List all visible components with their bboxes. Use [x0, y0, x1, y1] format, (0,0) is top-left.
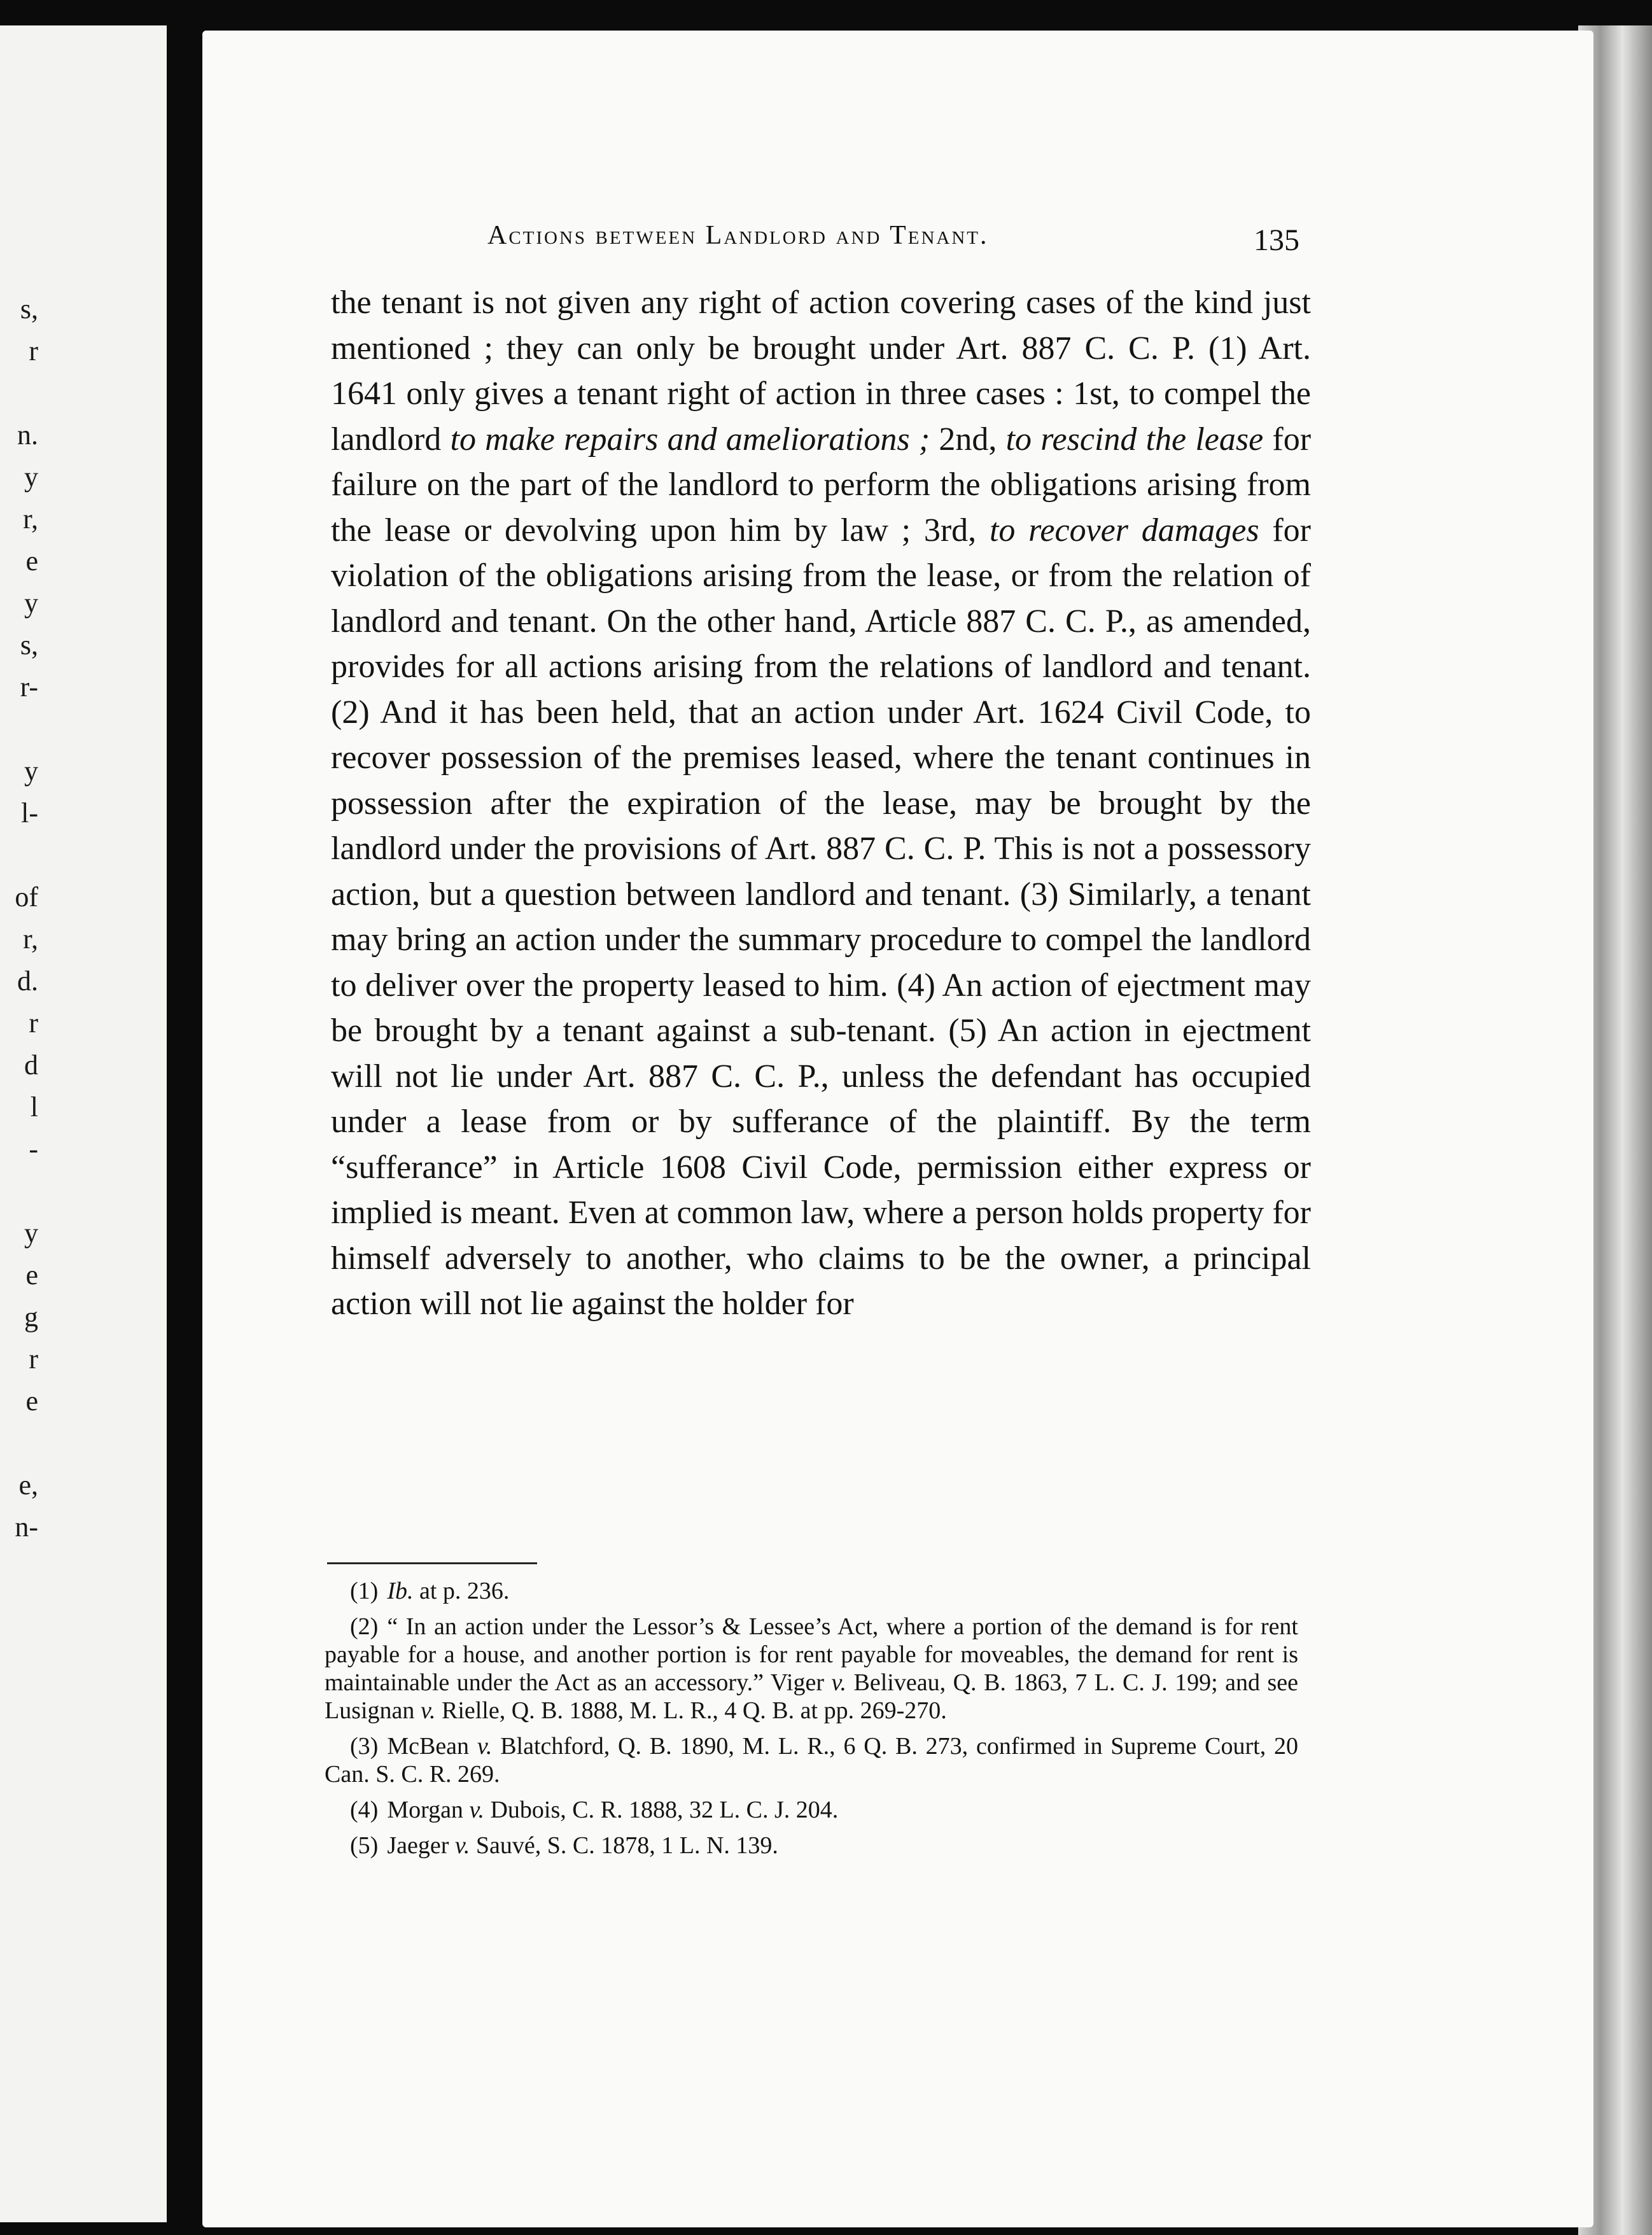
footnote-text-run: v.	[477, 1733, 493, 1760]
facing-page-fragment: n.	[17, 419, 38, 451]
facing-page-fragment: r,	[23, 923, 38, 955]
facing-page-fragment: -	[29, 1133, 38, 1165]
facing-page-fragment: r	[29, 335, 38, 367]
facing-page-fragment: n-	[15, 1511, 38, 1543]
footnote-text-run: Dubois, C. R. 1888, 32 L. C. J. 204.	[484, 1797, 839, 1823]
footnote	[325, 1796, 1298, 1824]
footnote-text-run: v.	[420, 1697, 436, 1724]
footnote	[325, 1577, 1298, 1605]
facing-page-fragment: e	[25, 545, 38, 577]
facing-page-fragment: d	[24, 1049, 38, 1081]
body-italic-run: to recover damages	[989, 512, 1259, 549]
facing-page-fragment: l	[30, 1091, 38, 1123]
facing-page-fragment: r-	[20, 671, 38, 703]
facing-page-fragment: y	[24, 1217, 38, 1249]
body-paragraph	[331, 280, 1311, 1327]
footnote-mark: (5)	[350, 1832, 379, 1859]
footnote-text-run: v.	[831, 1669, 847, 1696]
facing-page-fragment: l-	[21, 797, 38, 829]
footnote-text-run: at p. 236.	[413, 1578, 510, 1604]
footnote	[325, 1832, 1298, 1860]
body-text-run: 2nd,	[930, 421, 1006, 458]
footnote-mark: (1)	[350, 1578, 379, 1604]
facing-page-fragment: y	[24, 461, 38, 493]
body-text	[331, 280, 1311, 1327]
body-text-run: for violation of the obligations arising from the lease, or from the relation of landlord and tenant. On the other hand, Article 887 C. C. P., as amended, provides for all actions arising from the relations of landlord and tenant. (2) And it has been held, that an action under Art. 1624 Civil Code, to recover possession of the premises leased, where the tenant continues in possession after the expiration of the lease, may be brought by the landlord under the provisions of Art. 887 C. C. P. This is not a possessory action, but a question between landlord and tenant. (3) Similarly, a tenant may bring an action under the summary procedure to compel the landlord to deliver over the property leased to him. (4) An action of ejectment may be brought by a tenant against a sub-tenant. (5) An action in ejectment will not lie under Art. 887 C. C. P., unless the defendant has occupied under a lease from or by sufferance of the plaintiff. By the term “sufferance” in Article 1608 Civil Code, permission either express or implied is meant. Even at common law, where a person holds property for himself adversely to another, who claims to be the owner, a principal action will not lie against the holder for	[331, 512, 1311, 1322]
footnote-mark: (3)	[350, 1733, 379, 1760]
footnote-mark: (4)	[350, 1797, 379, 1823]
facing-page-fragment: g	[24, 1301, 38, 1333]
facing-page-fragment: e,	[18, 1469, 38, 1501]
facing-page	[0, 25, 167, 2222]
facing-page-fragment: e	[25, 1259, 38, 1291]
footnote-mark: (2)	[350, 1613, 379, 1640]
facing-page-fragment: e	[25, 1385, 38, 1417]
footnote-text-run: “ In an action under the Lessor’s & Lessee’s Act, where a portion of the demand is for rent payable for a house, and another portion is for rent payable for moveables, the demand for rent is maintainable under the Act as an accessory.” Viger	[325, 1613, 1298, 1696]
body-text-run: the tenant is not given any right of action covering cases of the kind just mentioned ; they can only be brought under Art. 887 C. C. P. (1) Art. 1641 only gives a tenant right of action in three cases : 1st, to compel the landlord	[331, 284, 1311, 458]
facing-page-fragment: s,	[20, 293, 38, 325]
footnote	[325, 1613, 1298, 1725]
footnote-text-run: Rielle, Q. B. 1888, M. L. R., 4 Q. B. at pp. 269-270.	[435, 1697, 947, 1724]
footnote-text-run: Sauvé, S. C. 1878, 1 L. N. 139.	[470, 1832, 778, 1859]
body-text-run: for failure on the part of the landlord to perform the obligations arising from the lease or devolving upon him by law ; 3rd,	[331, 421, 1312, 549]
facing-page-fragment: of	[15, 881, 38, 913]
footnote-text-run: v.	[454, 1832, 470, 1859]
footnote-text-run: Ib.	[387, 1578, 414, 1604]
facing-page-fragment: y	[24, 755, 38, 787]
footnote-text-run: Jaeger	[387, 1832, 455, 1859]
footnote-rule	[327, 1562, 537, 1564]
footnote-text-run: Beliveau, Q. B. 1863, 7 L. C. J. 199; and see Lusignan	[325, 1669, 1298, 1724]
facing-page-fragment: y	[24, 587, 38, 619]
facing-page-fragment: r,	[23, 503, 38, 535]
body-italic-run: to rescind the lease	[1005, 421, 1264, 458]
footnote-text-run: Morgan	[387, 1797, 470, 1823]
footnotes	[325, 1577, 1298, 1867]
facing-page-fragment: r	[29, 1007, 38, 1039]
footnote	[325, 1732, 1298, 1788]
footnote-text-run: v.	[469, 1797, 484, 1823]
facing-page-fragment: d.	[17, 965, 38, 997]
running-head: Actions between Landlord and Tenant.	[487, 221, 989, 250]
facing-page-fragment: s,	[20, 629, 38, 661]
facing-page-fragment: r	[29, 1343, 38, 1375]
page-number: 135	[1254, 223, 1299, 257]
body-italic-run: to make repairs and ameliorations ;	[450, 421, 930, 458]
footnote-text-run: McBean	[387, 1733, 477, 1760]
footnote-text-run: Blatchford, Q. B. 1890, M. L. R., 6 Q. B. 273, confirmed in Supreme Court, 20 Can. S. C. R. 269.	[325, 1733, 1299, 1788]
